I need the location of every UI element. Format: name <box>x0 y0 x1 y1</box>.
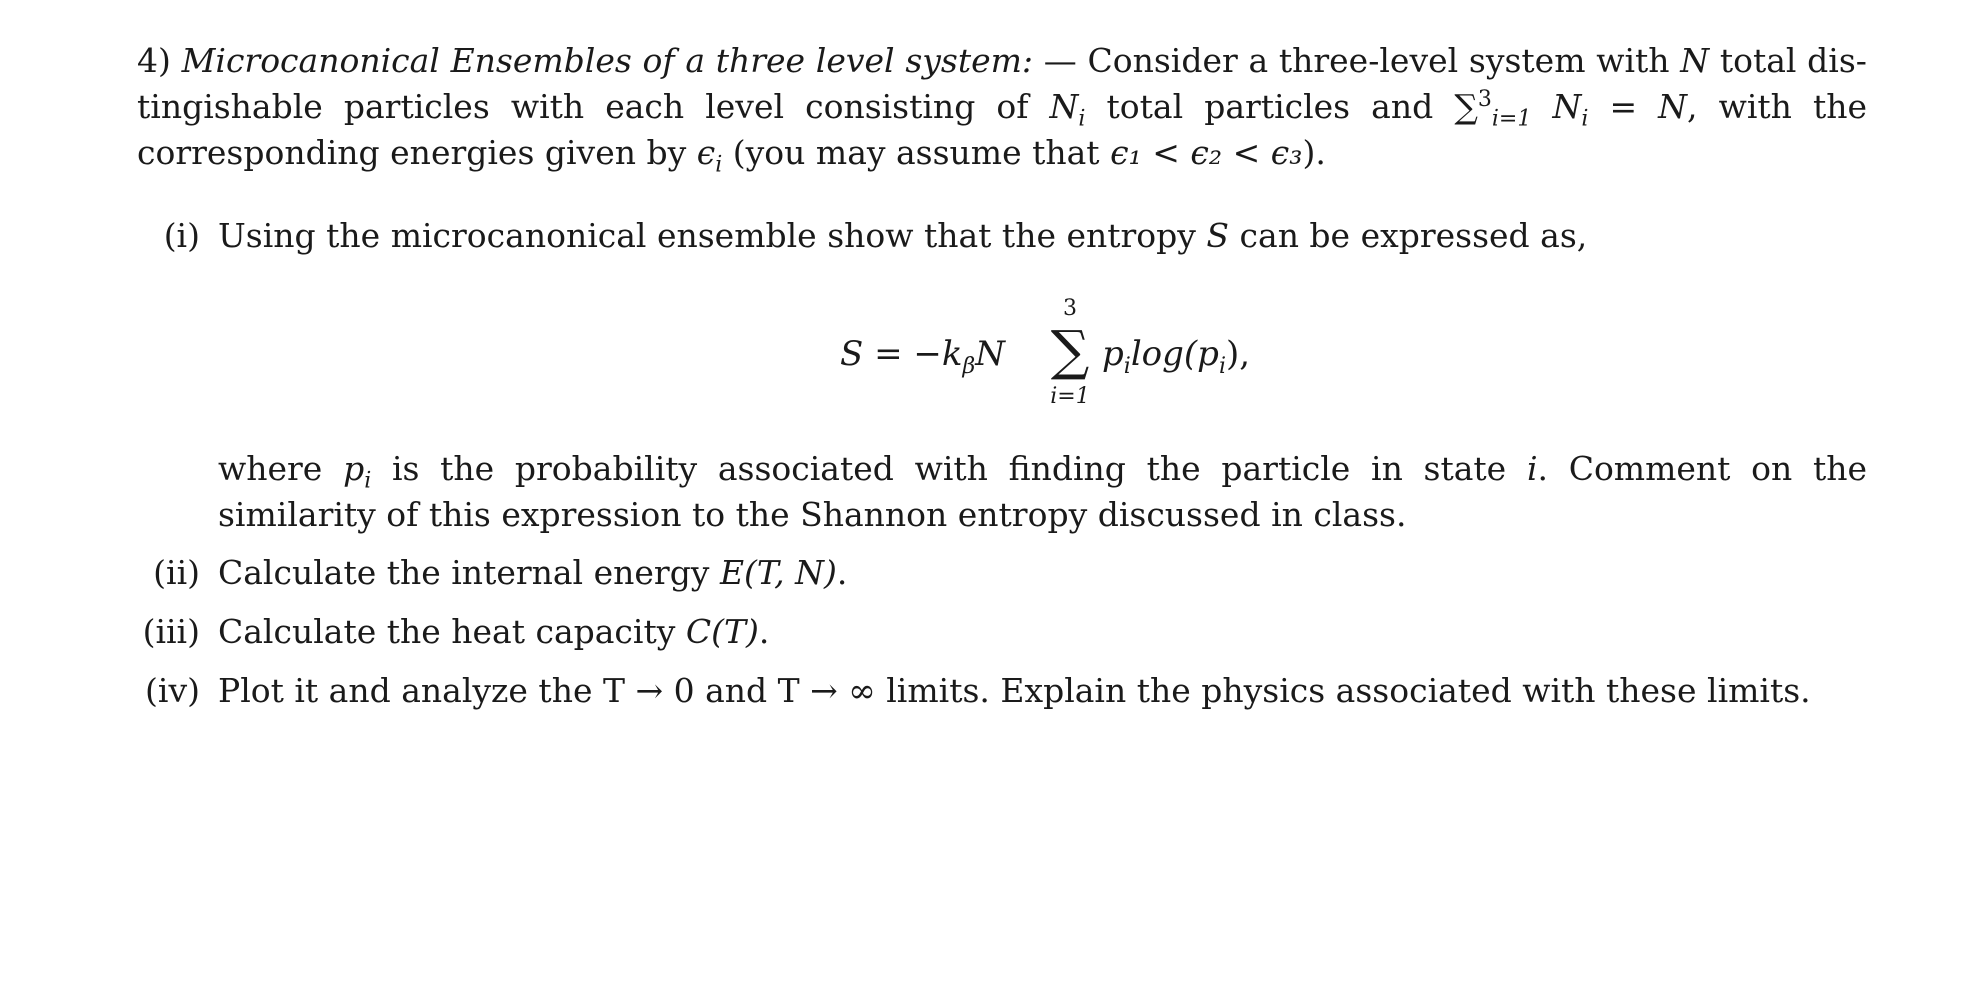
item-label-iii: (iii) <box>142 612 200 651</box>
var-Ni: $N_i$ <box>1049 87 1086 132</box>
intro-text-3: total particles and <box>1106 87 1434 126</box>
var-epsilon-i: $\epsilon_i$ <box>696 133 723 178</box>
intro-text-1: Consider a three-level system with <box>1087 41 1670 80</box>
problem-intro <box>137 38 1867 176</box>
item-text-iv: Plot it and analyze the T → 0 and T → ∞ limits. Explain the physics associated with these limits. <box>218 671 1811 710</box>
epsilon-ordering: ϵ₁ < ϵ₂ < ϵ₃ <box>1110 133 1303 172</box>
problem-number: 4) <box>137 41 171 80</box>
item-text-iii: Calculate the heat capacity C(T). <box>218 612 770 651</box>
item-label-iv: (iv) <box>145 671 200 710</box>
intro-text-2: total dis-tingishable particles with each level consisting of <box>137 41 1867 126</box>
equation-rhs: $p_i\log(p_i)$, <box>1102 334 1251 379</box>
var-N: N <box>1680 41 1710 80</box>
sum-upper-limit: 3 <box>1063 296 1077 321</box>
item-label-ii: (ii) <box>153 553 200 592</box>
item-text-i: Using the microcanonical ensemble show that the entropy S can be expressed as, <box>218 216 1588 255</box>
inline-sum: ∑$^3_{i=1}$ $N_i = N$ <box>1454 87 1688 132</box>
sum-lower-limit: i=1 <box>1050 384 1090 409</box>
title-dash: — <box>1043 41 1077 80</box>
problem-title: Microcanonical Ensembles of a three level system: <box>181 41 1034 80</box>
where-paragraph: where $p_i$ is the probability associated with finding the particle in state i. Comment on the similarity of this expression to the Shannon entropy discussed in class. <box>218 449 1868 534</box>
item-text-ii: Calculate the internal energy E(T, N). <box>218 553 848 592</box>
intro-text-4: , with the corresponding energies given by <box>137 87 1868 172</box>
item-label-i: (i) <box>163 216 200 255</box>
sigma-symbol: ∑ <box>1050 319 1090 382</box>
equation-lhs: $S = -k_\beta N$ <box>840 334 1005 379</box>
intro-text-6: ). <box>1302 133 1326 172</box>
intro-text-5: (you may assume that <box>732 133 1100 172</box>
